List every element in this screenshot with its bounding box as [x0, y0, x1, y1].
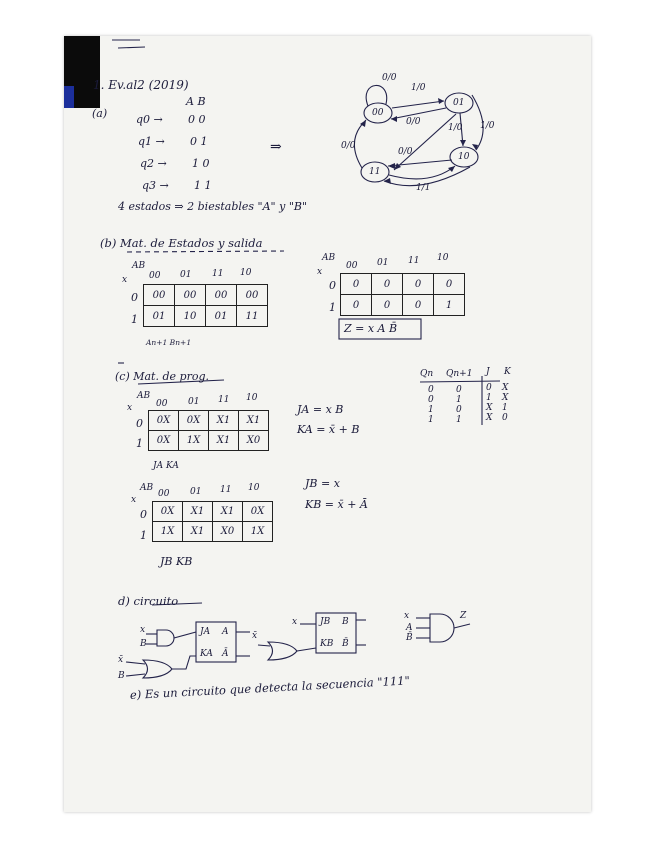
node-label-01: 01 — [453, 98, 465, 108]
state-q0-code: 0 0 — [188, 113, 206, 126]
b-map1-row-1: 1 — [131, 313, 138, 326]
jk-cell: 0 — [502, 413, 508, 423]
b-map2-row-1: 1 — [329, 301, 336, 314]
c-map2-row-0: 0 — [140, 508, 147, 521]
input-bbar-z: B̄ — [406, 633, 413, 643]
kmap-cell: 0X — [149, 431, 179, 451]
ff-b-k: KB — [320, 639, 334, 649]
eq-ka: KA = x̄ + B — [297, 423, 360, 436]
kmap-cell: X1 — [209, 431, 239, 451]
b-map2-col-3: 10 — [437, 253, 449, 263]
part-e-conclusion: e) Es un circuito que detecta la secuencia "111" — [129, 673, 411, 702]
c-map2-col-1: 01 — [190, 487, 202, 497]
edge-label-5: 1/0 — [480, 121, 495, 131]
state-q1-code: 0 1 — [190, 135, 208, 148]
part-a-summary: 4 estados ⇒ 2 biestables "A" y "B" — [118, 200, 308, 213]
jk-cell: 1 — [502, 403, 508, 413]
kmap-cell: 0X — [149, 411, 179, 431]
kmap-cell: X1 — [183, 502, 213, 522]
edge-label-4: 1/0 — [448, 123, 463, 133]
jk-cell: 1 — [456, 395, 462, 405]
state-q0: q0 → — [136, 113, 163, 126]
jk-cell: 1 — [456, 415, 462, 425]
kmap-cell: X1 — [183, 522, 213, 542]
kmap-cell: 01 — [144, 306, 175, 327]
eq-ja: JA = x B — [297, 403, 344, 416]
kmap-cell: 1 — [434, 295, 465, 316]
edge-label-1: 0/0 — [382, 73, 397, 83]
output-equation: Z = x A B̄ — [344, 322, 398, 335]
kmap-cell: X0 — [239, 431, 269, 451]
node-label-10: 10 — [458, 152, 470, 162]
jk-cell: 1 — [428, 415, 434, 425]
c-map2-caption: JB KB — [160, 555, 193, 568]
ff-a-q: A — [222, 627, 229, 637]
part-d-label: d) circuito — [118, 594, 179, 608]
jk-cell: X — [486, 403, 493, 413]
b-map1-corner: AB — [132, 261, 146, 271]
c-map1-col-3: 10 — [246, 393, 258, 403]
edge-label-7: 0/0 — [398, 147, 413, 157]
jk-cell: 0 — [428, 385, 434, 395]
kmap-cell: 00 — [144, 285, 175, 306]
next-state-kmap — [143, 284, 268, 327]
c-map2-row-1: 1 — [140, 529, 147, 542]
jk-cell: X — [502, 393, 509, 403]
c-map1-rowvar: x — [127, 403, 133, 413]
b-map1-col-1: 01 — [180, 270, 192, 280]
kmap-cell: 11 — [237, 306, 268, 327]
kmap-cell: X1 — [209, 411, 239, 431]
c-map1-col-2: 11 — [218, 395, 230, 405]
jk-b-kmap — [152, 501, 273, 542]
ff-a-qbar: Ā — [222, 649, 229, 659]
kmap-cell: 0X — [243, 502, 273, 522]
jk-cell: 1 — [428, 405, 434, 415]
jk-cell: X — [502, 383, 509, 393]
kmap-cell: 0 — [403, 295, 434, 316]
output-z: Z — [460, 611, 467, 621]
kmap-cell: X0 — [213, 522, 243, 542]
input-x-b: x — [292, 617, 298, 627]
state-q3-code: 1 1 — [194, 179, 212, 192]
eq-kb: KB = x̄ + Ā — [305, 498, 368, 511]
input-b-a: B — [140, 639, 147, 649]
ff-a-j: JA — [200, 627, 211, 637]
edge-label-8: 1/1 — [416, 183, 431, 193]
input-x-z: x — [404, 611, 410, 621]
kmap-cell: 1X — [153, 522, 183, 542]
implies-arrow: ⇒ — [270, 139, 282, 155]
problem-title: 1. Ev.al2 (2019) — [93, 78, 189, 92]
kmap-cell: 1X — [179, 431, 209, 451]
kmap-cell: 00 — [237, 285, 268, 306]
c-map2-col-2: 11 — [220, 485, 232, 495]
edge-label-2: 1/0 — [411, 83, 426, 93]
jk-cell: 0 — [486, 383, 492, 393]
kmap-cell: X1 — [213, 502, 243, 522]
c-map1-col-0: 00 — [156, 399, 168, 409]
jk-a-kmap — [148, 410, 269, 451]
state-q3: q3 → — [142, 179, 169, 192]
edge-label-3: 0/0 — [406, 117, 421, 127]
kmap-cell: 01 — [206, 306, 237, 327]
b-map2-row-0: 0 — [329, 279, 336, 292]
jk-head-j: J — [486, 367, 490, 377]
c-map1-col-1: 01 — [188, 397, 200, 407]
edge-label-6: 0/0 — [341, 141, 356, 151]
kmap-cell: 0 — [372, 274, 403, 295]
output-kmap — [340, 273, 465, 316]
jk-cell: 0 — [456, 405, 462, 415]
kmap-cell: 0 — [403, 274, 434, 295]
c-map2-col-3: 10 — [248, 483, 260, 493]
input-x-a: x — [140, 625, 146, 635]
jk-head-qn1: Qn+1 — [446, 369, 473, 379]
state-q2-code: 1 0 — [192, 157, 210, 170]
b-map2-corner: AB — [322, 253, 336, 263]
input-b-2: B — [118, 671, 125, 681]
b-map2-col-1: 01 — [377, 258, 389, 268]
b-map2-col-0: 00 — [346, 261, 358, 271]
part-a-col-header: A B — [186, 95, 206, 108]
b-map1-col-3: 10 — [240, 268, 252, 278]
jk-cell: 0 — [456, 385, 462, 395]
ff-b-j: JB — [320, 617, 331, 627]
kmap-cell: 10 — [175, 306, 206, 327]
part-a-label: (a) — [92, 107, 108, 120]
eq-jb: JB = x — [305, 477, 340, 490]
ff-a-k: KA — [200, 649, 213, 659]
c-map1-corner: AB — [137, 391, 151, 401]
jk-head-qn: Qn — [420, 369, 434, 379]
node-label-11: 11 — [369, 167, 381, 177]
b-map2-rowvar: x — [317, 267, 323, 277]
kmap-cell: 0 — [434, 274, 465, 295]
part-b-label: (b) Mat. de Estados y salida — [100, 236, 263, 250]
ff-b-qbar: B̄ — [342, 639, 349, 649]
b-map1-col-0: 00 — [149, 271, 161, 281]
c-map2-rowvar: x — [131, 495, 137, 505]
kmap-cell: 0 — [372, 295, 403, 316]
kmap-cell: X1 — [239, 411, 269, 431]
state-q2: q2 → — [140, 157, 167, 170]
c-map2-corner: AB — [140, 483, 154, 493]
ff-b-q: B — [342, 617, 349, 627]
input-xbar-1: x̄ — [118, 655, 124, 665]
jk-cell: 0 — [428, 395, 434, 405]
input-a-z: A — [406, 623, 413, 633]
c-map1-row-0: 0 — [136, 417, 143, 430]
c-map1-row-1: 1 — [136, 437, 143, 450]
kmap-cell: 0 — [341, 274, 372, 295]
b-map1-rowvar: x — [122, 275, 128, 285]
kmap-cell: 0X — [153, 502, 183, 522]
b-map1-caption: An+1 Bn+1 — [146, 338, 192, 347]
kmap-cell: 0X — [179, 411, 209, 431]
jk-head-k: K — [504, 367, 511, 377]
part-c-label: (c) Mat. de prog. — [115, 370, 209, 383]
kmap-cell: 00 — [175, 285, 206, 306]
node-label-00: 00 — [372, 108, 384, 118]
jk-cell: X — [486, 413, 493, 423]
state-q1: q1 → — [138, 135, 165, 148]
kmap-cell: 0 — [341, 295, 372, 316]
input-xbar-2: x̄ — [252, 631, 258, 641]
c-map1-caption: JA KA — [153, 461, 179, 471]
kmap-cell: 1X — [243, 522, 273, 542]
b-map1-row-0: 0 — [131, 291, 138, 304]
kmap-cell: 00 — [206, 285, 237, 306]
jk-cell: 1 — [486, 393, 492, 403]
b-map2-col-2: 11 — [408, 256, 420, 266]
b-map1-col-2: 11 — [212, 269, 224, 279]
c-map2-col-0: 00 — [158, 489, 170, 499]
